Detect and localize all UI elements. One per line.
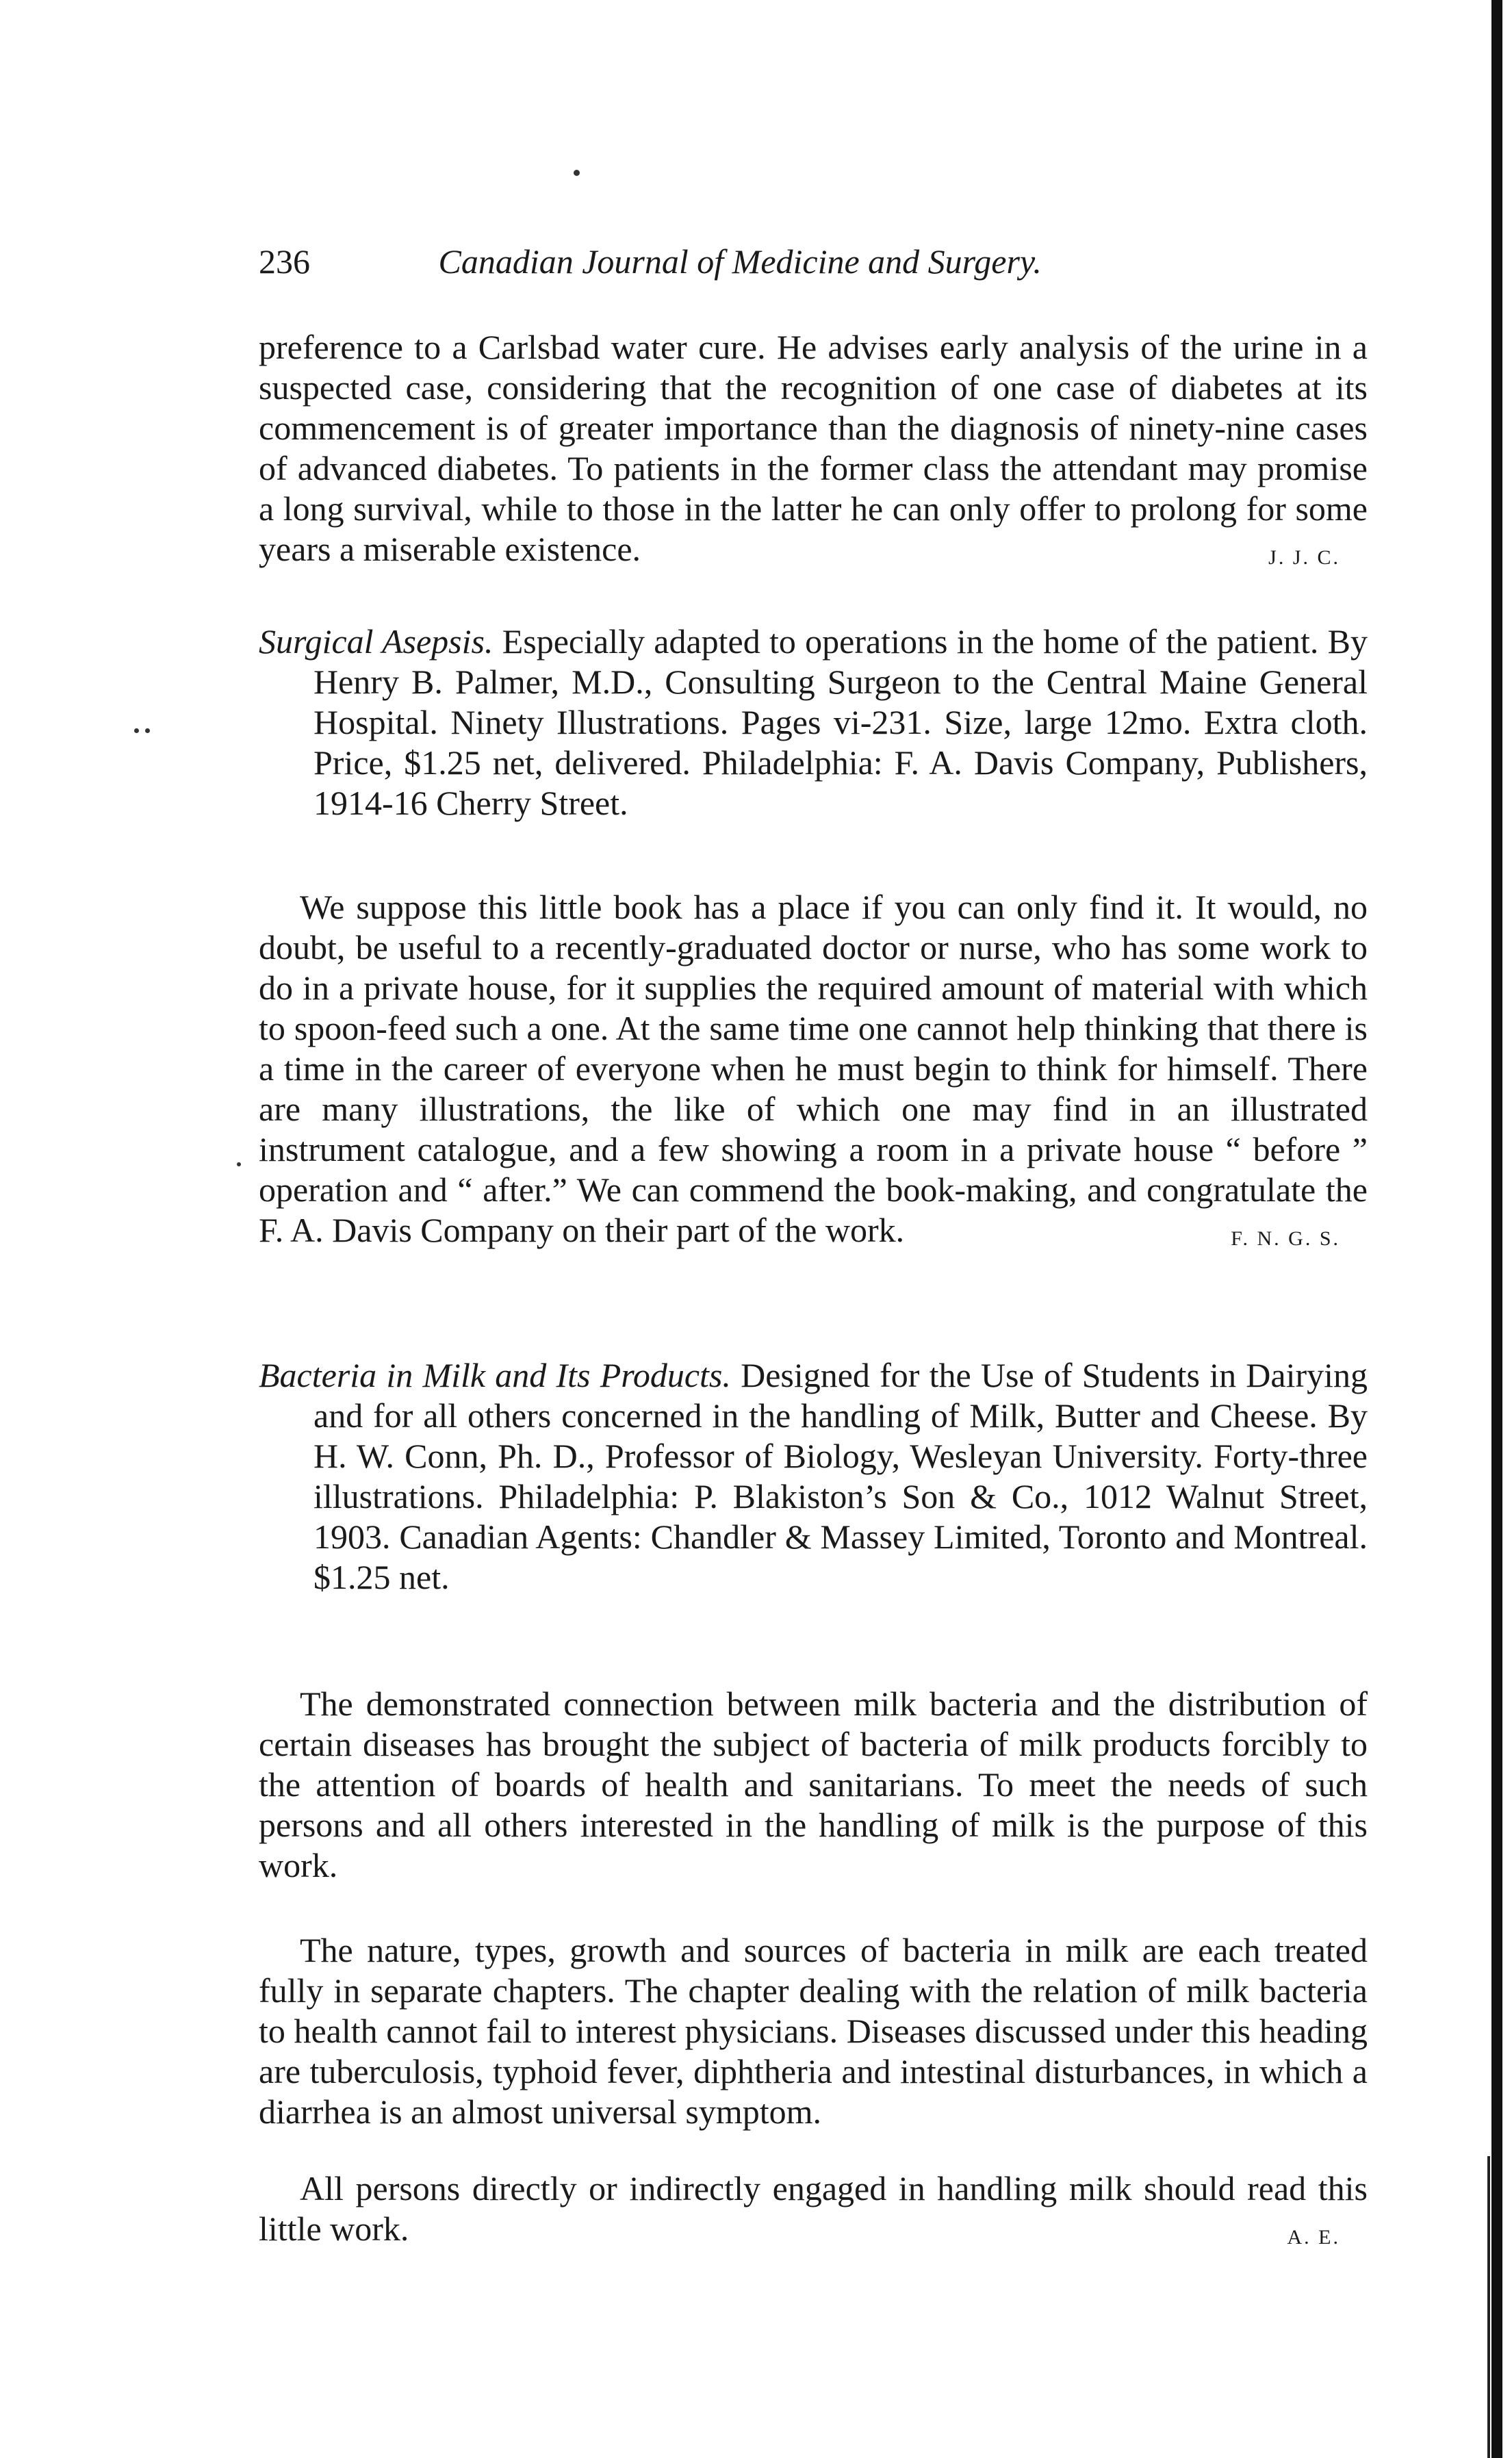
book-title: Surgical Asepsis. bbox=[259, 622, 494, 661]
book-review bbox=[259, 1930, 1368, 2132]
reviewer-signature: J. J. C. bbox=[1268, 546, 1340, 569]
book-review-text: We suppose this little book has a place if you can only find it. It would, no doubt, be useful to a recently-graduated doctor or nurse, who has some work to do in a private house, for it supplies the required amount of material with which to spoon-feed such a one. At the same time one cannot help thinking that there is a time in the career of everyone when he must begin to think for himself. There are many illustrations, the like of which one may find in an illustrated instrument catalogue, and a few showing a room in a private house “ before ” operation and “ after.” We can commend the book-making, and congratulate the F. A. Davis Company on their part of the work. bbox=[259, 888, 1368, 1249]
journal-title: Canadian Journal of Medicine and Surgery. bbox=[438, 242, 1042, 281]
scan-speck bbox=[134, 728, 139, 733]
continued-review-text: preference to a Carlsbad water cure. He advises early analysis of the urine in a suspected case, considering that the recognition of one case of diabetes at its commencement is of greater importance than the diagnosis of ninety-nine cases of advanced diabetes. To patients in the former class the attendant may promise a long survival, while to those in the latter he can only offer to prolong for some years a miserable existence. bbox=[259, 328, 1368, 568]
running-header bbox=[259, 241, 1231, 282]
book-citation-text: Especially adapted to operations in the home of the patient. By Henry B. Palmer, M.D., Consulting Surgeon to the Central Maine General Hospital. Ninety Illustrations. Pages vi-231. Size, large 12mo. Extra cloth. Price, $1.25 net, delivered. Philadelphia: F. A. Davis Company, Publishers, 1914-16 Cherry Street. bbox=[313, 622, 1368, 822]
book-citation bbox=[259, 1355, 1368, 1598]
continued-review bbox=[259, 327, 1368, 578]
scan-speck bbox=[574, 170, 580, 176]
book-review-paragraph: The demonstrated connection between milk bacteria and the distribution of certain diseases has brought the subject of bacteria of milk products forcibly to the attention of boards of health and sanitarians. To meet the needs of such persons and all others interested in the handling of milk is the purpose of this work. bbox=[259, 1685, 1368, 1884]
scan-speck bbox=[237, 1162, 241, 1166]
book-title: Bacteria in Milk and Its Products. bbox=[259, 1356, 731, 1394]
book-review bbox=[259, 1684, 1368, 1886]
reviewer-signature: F. N. G. S. bbox=[1231, 1227, 1340, 1250]
book-citation bbox=[259, 622, 1368, 823]
book-review-paragraph: The nature, types, growth and sources of bacteria in milk are each treated fully in separate chapters. The chapter dealing with the relation of milk bacteria to health cannot fail to interest physicians. Diseases discussed under this heading are tuberculosis, typhoid fever, diphtheria and intestinal disturbances, in which a diarrhea is an almost universal symptom. bbox=[259, 1931, 1368, 2131]
page-edge-rule-lower bbox=[1487, 2156, 1490, 2458]
page-number: 236 bbox=[259, 242, 310, 281]
reviewer-signature: A. E. bbox=[1287, 2226, 1340, 2249]
book-citation-text: Designed for the Use of Students in Dairying and for all others concerned in the handling of Milk, Butter and Cheese. By H. W. Conn, Ph. D., Professor of Biology, Wesleyan University. Forty-three illustrations. Philadelphia: P. Blakiston’s Son & Co., 1012 Walnut Street, 1903. Canadian Agents: Chandler & Massey Limited, Toronto and Montreal. $1.25 net. bbox=[313, 1356, 1368, 1596]
book-review bbox=[259, 887, 1368, 1259]
page-edge-rule bbox=[1491, 0, 1502, 2458]
book-review-text: All persons directly or indirectly engaged in handling milk should read this little work. bbox=[259, 2169, 1368, 2248]
scan-speck bbox=[145, 728, 150, 733]
book-review bbox=[259, 2168, 1368, 2257]
